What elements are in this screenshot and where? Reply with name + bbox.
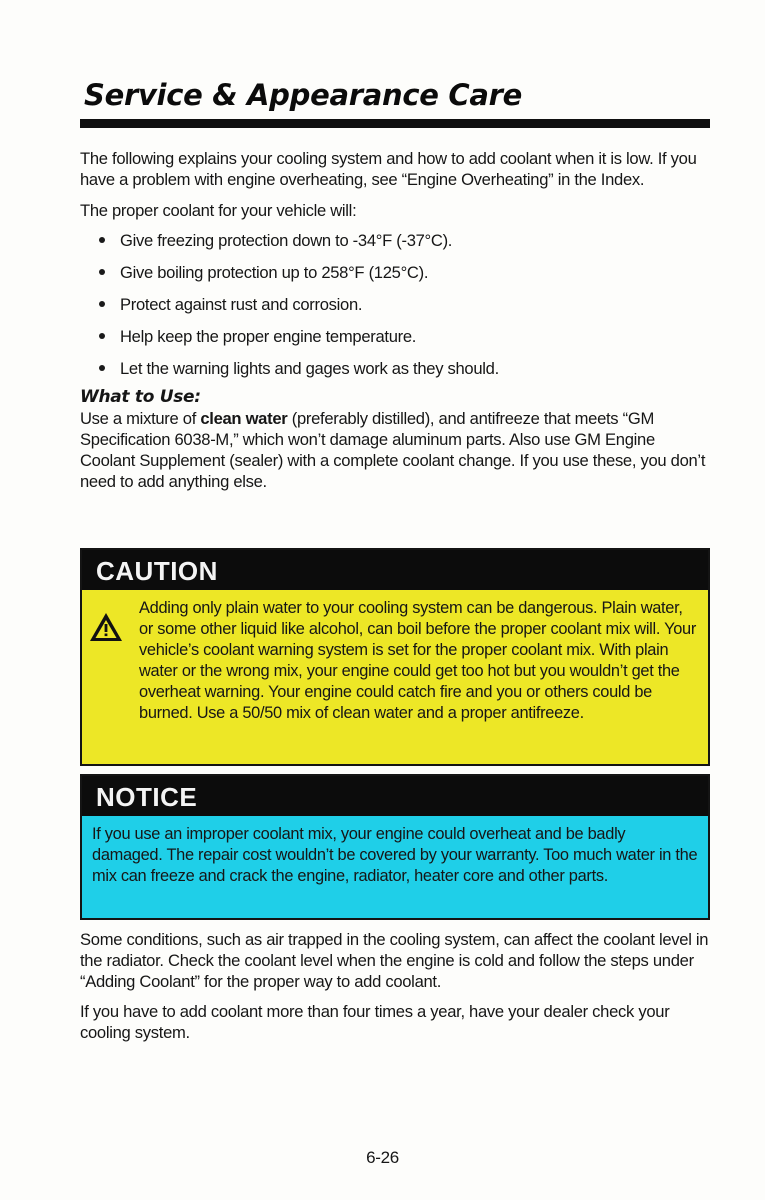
bullet-icon: [99, 237, 105, 243]
bullet-icon: [99, 333, 105, 339]
bullet-text: Help keep the proper engine temperature.: [120, 327, 417, 346]
proper-coolant-lead: The proper coolant for your vehicle will:: [80, 201, 357, 220]
bullet-text: Protect against rust and corrosion.: [120, 295, 363, 314]
caution-header: [82, 550, 708, 590]
caution-box: [80, 548, 710, 766]
list-item: [98, 262, 710, 283]
notice-header: [82, 776, 708, 816]
caution-text: Adding only plain water to your cooling system can be dangerous. Plain water, or some other liquid like alcohol, can boil before the proper coolant mix will. Your vehicle’s coolant warning system is set for the proper coolant mix. With plain water or the wrong mix, your engine could get too hot but you wouldn’t get the overheat warning. Your engine could catch fire and you or others could be burned. Use a 50/50 mix of clean water and a proper antifreeze.: [139, 599, 696, 722]
notice-label: NOTICE: [96, 782, 198, 812]
page-title: Service & Appearance Care: [84, 78, 523, 112]
notice-box: [80, 774, 710, 920]
intro-paragraph: The following explains your cooling system and how to add coolant when it is low. If you have a problem with engine overheating, see “Engine Overheating” in the Index.: [80, 149, 697, 189]
bullet-icon: [99, 365, 105, 371]
list-item: [98, 230, 710, 251]
warning-triangle-icon: [89, 612, 123, 642]
bullet-text: Give freezing protection down to -34°F (-37°C).: [120, 231, 453, 250]
bullet-icon: [99, 269, 105, 275]
main-content: [80, 148, 710, 492]
bullet-text: Let the warning lights and gages work as they should.: [120, 359, 499, 378]
caution-label: CAUTION: [96, 556, 218, 586]
what-to-use-heading: What to Use:: [80, 387, 201, 407]
bullet-icon: [99, 301, 105, 307]
coolant-benefits-list: [80, 230, 710, 379]
what-to-use-paragraph: [80, 408, 710, 492]
list-item: [98, 326, 710, 347]
dealer-paragraph: If you have to add coolant more than four times a year, have your dealer check your cooling system.: [80, 1002, 670, 1042]
conditions-paragraph: Some conditions, such as air trapped in the cooling system, can affect the coolant level in the radiator. Check the coolant level when the engine is cold and follow the steps under “Adding Coolant” for the proper way to add coolant.: [80, 930, 709, 991]
list-item: [98, 358, 710, 379]
bullet-text: Give boiling protection up to 258°F (125°C).: [120, 263, 429, 282]
closing-content: [80, 929, 710, 1043]
what-to-use-text-before: Use a mixture of: [80, 409, 201, 428]
list-item: [98, 294, 710, 315]
title-rule: [80, 119, 710, 128]
notice-text: If you use an improper coolant mix, your engine could overheat and be badly damaged. The repair cost wouldn’t be covered by your warranty. Too much water in the mix can freeze and crack the engine, radiator, heater core and other parts.: [92, 825, 698, 885]
page-number: 6-26: [366, 1148, 399, 1167]
clean-water-emphasis: clean water: [200, 409, 288, 428]
what-to-use-text-after: (preferably distilled), and antifreeze that meets “GM Specification 6038-M,” which won’t damage aluminum parts. Also use GM Engine Coolant Supplement (sealer) with a complete coolant change. If you use these, you don’t need to add anything else.: [80, 409, 706, 491]
